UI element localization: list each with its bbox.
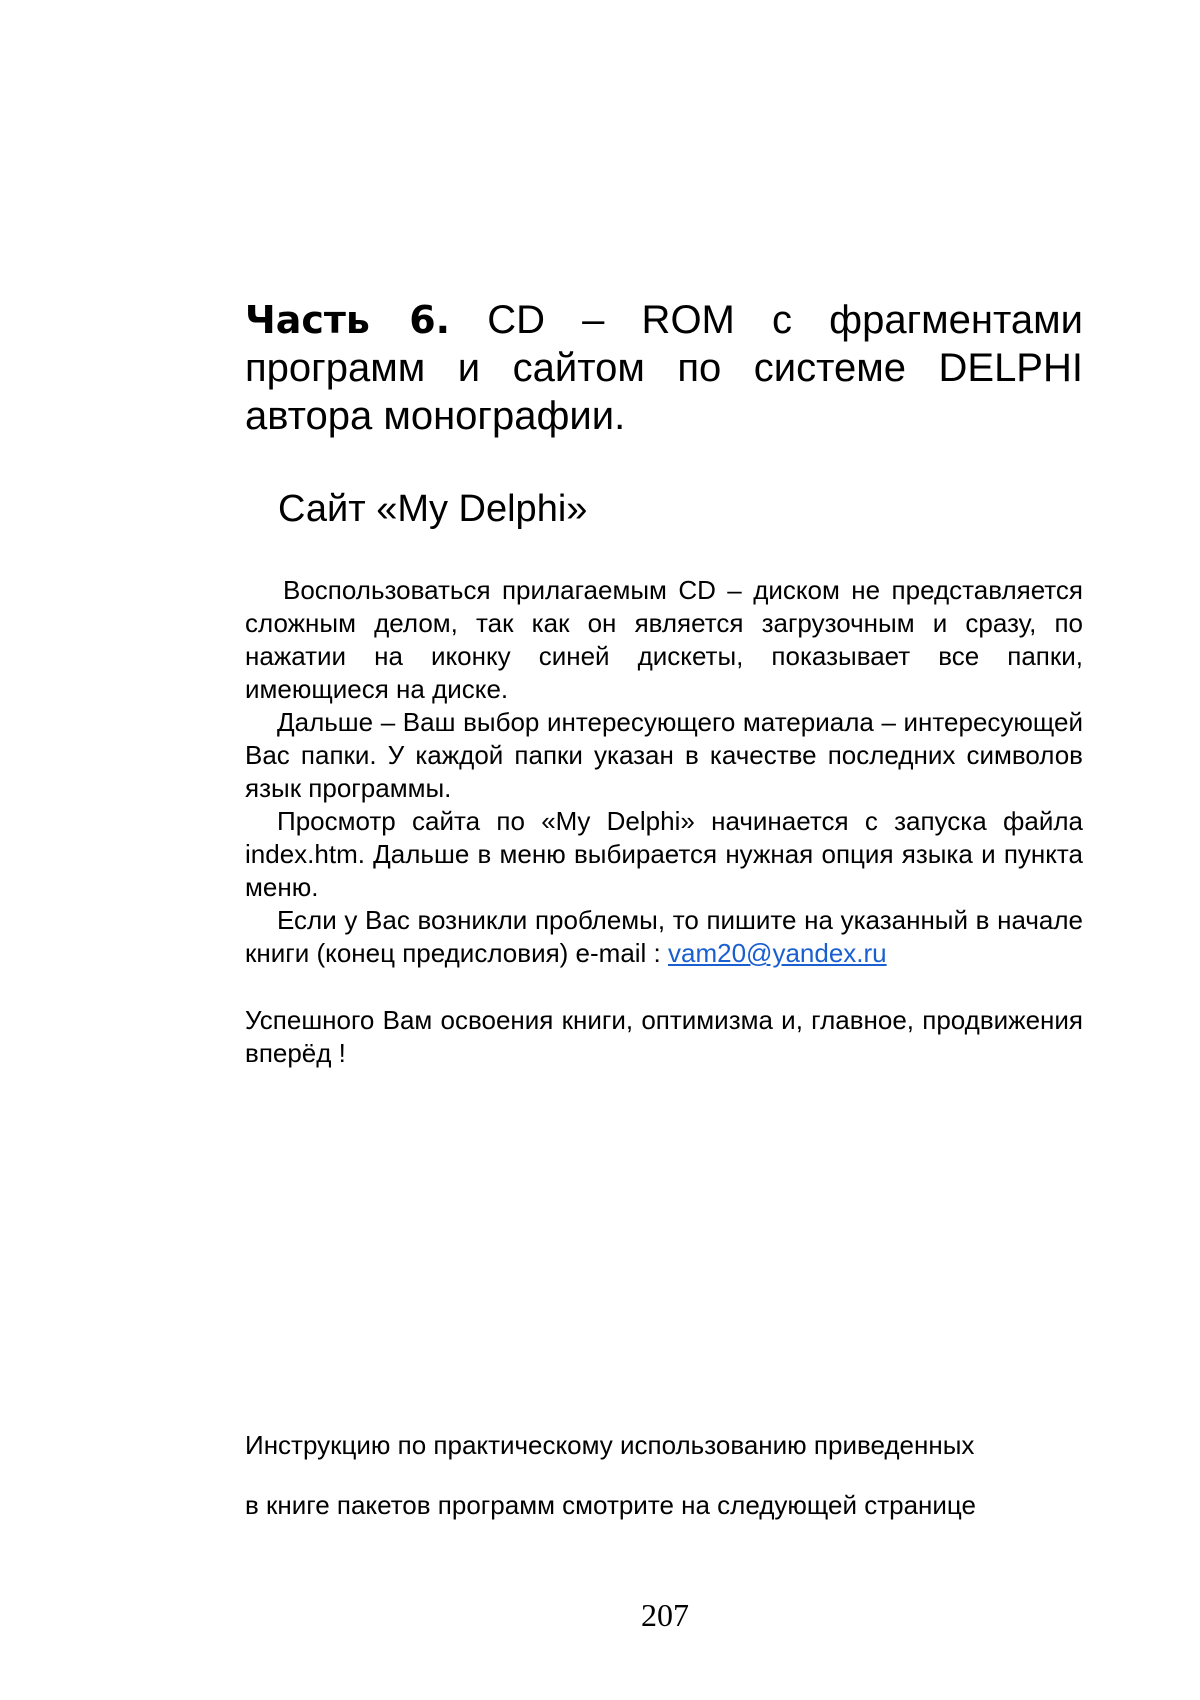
page-number: 207 (641, 1597, 689, 1633)
paragraph-contact (245, 904, 1083, 970)
email-link[interactable]: vam20@yandex.ru (668, 938, 887, 968)
paragraph-folder-choice: Дальше – Ваш выбор интересующего материала – интересующей Вас папки. У каждой папки указан в качестве последних символов язык программы. (245, 707, 1083, 803)
site-title: Сайт «My Delphi» (278, 488, 588, 530)
instruction-line-1: Инструкцию по практическому использованию приведенных (245, 1430, 975, 1460)
part-heading (245, 296, 1083, 440)
paragraph-cd-usage: Воспользоваться прилагаемым CD – диском не представляется сложным делом, так как он является загрузочным и сразу, по нажатии на иконку синей дискеты, показывает все папки, имеющиеся на диске. (245, 575, 1083, 704)
part-title: CD – ROM с фрагментами программ и сайтом по системе DELPHI автора монографии. (245, 298, 1083, 438)
instruction-line-2: в книге пакетов программ смотрите на следующей странице (245, 1490, 976, 1520)
closing-wish: Успешного Вам освоения книги, оптимизма и, главное, продвижения вперёд ! (245, 1005, 1083, 1068)
contact-text: Если у Вас возникли проблемы, то пишите на указанный в начале книги (конец предисловия) e-mail : (245, 905, 1083, 968)
body-text (245, 574, 1083, 970)
paragraph-site-viewing: Просмотр сайта по «My Delphi» начинается с запуска файла index.htm. Дальше в меню выбирается нужная опция языка и пункта меню. (245, 806, 1083, 902)
part-label: Часть 6. (245, 298, 451, 342)
